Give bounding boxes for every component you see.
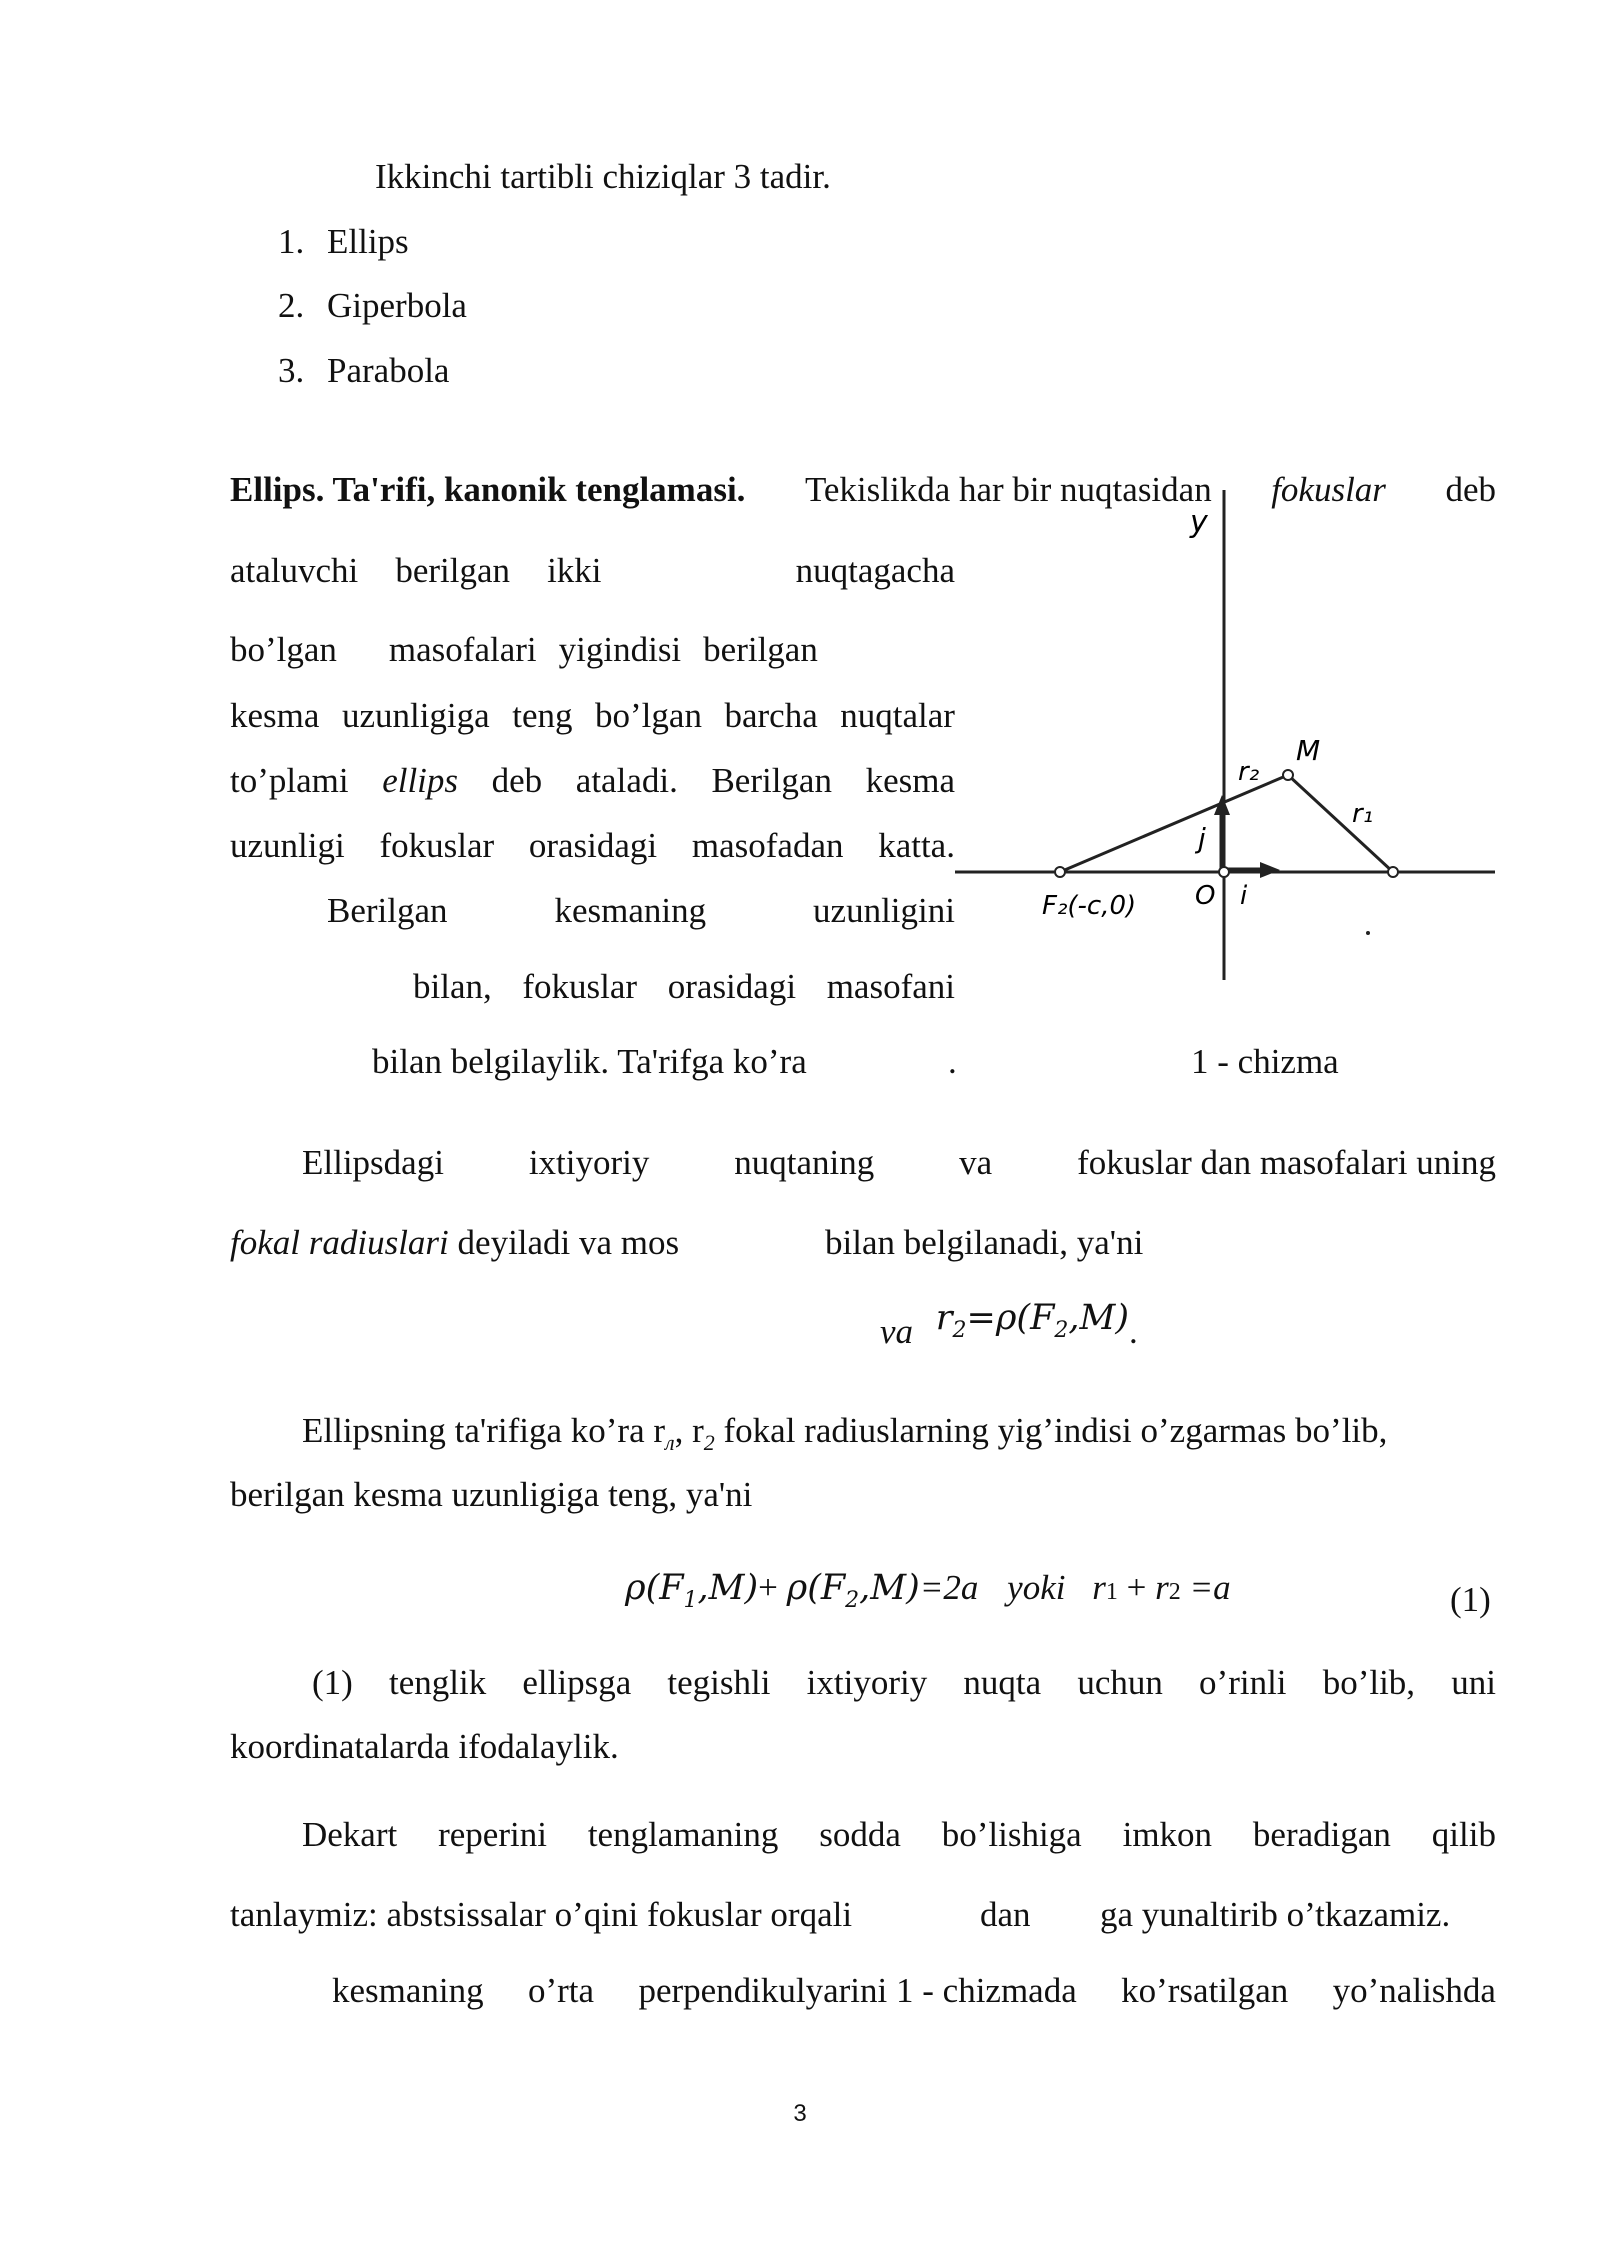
point-m-label: M [1296, 734, 1321, 767]
math-symbol: ,M) [1068, 1298, 1129, 1338]
p3-line-2: berilgan kesma uzunligiga teng, ya'ni [230, 1475, 753, 1514]
p5-line-3 [332, 1971, 1496, 2011]
word: bo’lgan [595, 696, 702, 735]
figure-caption: 1 - chizma [1191, 1042, 1339, 1081]
p1-line-4 [230, 761, 955, 801]
list-item-parabola: Parabola [327, 351, 450, 390]
word: fokuslar [379, 826, 495, 865]
i-label: i [1240, 881, 1248, 911]
formula-r2 [880, 1298, 1138, 1365]
math-symbol: r [935, 1298, 953, 1338]
word: yigindisi [558, 630, 682, 669]
word: tegishli [667, 1663, 771, 1702]
word: tenglik [388, 1663, 487, 1702]
word: o’rinli [1199, 1663, 1287, 1702]
math-subscript: 2 [845, 1588, 860, 1613]
word: (1) [312, 1663, 353, 1702]
p2-line-2c: bilan belgilanadi, ya'ni [825, 1223, 1144, 1262]
word: orasidagi [667, 967, 797, 1006]
word: masofalari [388, 630, 537, 669]
p1-line-7 [413, 967, 955, 1007]
word: to’plami [230, 761, 349, 800]
math-symbol: ρ(F [786, 1568, 846, 1608]
p1-line-6 [327, 891, 955, 931]
word: ixtiyoriy [806, 1663, 928, 1702]
word: masofani [826, 967, 955, 1006]
p1-line-2 [230, 630, 818, 670]
word: qilib [1431, 1815, 1496, 1854]
word: sodda [819, 1815, 901, 1854]
focal-radius-r1 [1288, 775, 1393, 872]
word: perpendikulyarini 1 - chizmada [638, 1971, 1077, 2010]
word: uchun [1077, 1663, 1163, 1702]
word: fokuslar dan masofalari uning [1077, 1143, 1496, 1182]
i-arrowhead [1260, 862, 1280, 878]
p1-line-8-dot: . [948, 1042, 957, 1081]
word: kesmaning [332, 1971, 484, 2010]
word: beradigan [1252, 1815, 1391, 1854]
word: kesma [230, 696, 320, 735]
word: bo’lishiga [941, 1815, 1082, 1854]
word: katta. [878, 826, 955, 865]
word: barcha [724, 696, 818, 735]
p1-line-5 [230, 826, 955, 866]
word: ataladi. [575, 761, 678, 800]
math-symbol: =2a [919, 1568, 979, 1607]
math-subscript: 1 [1105, 1579, 1118, 1605]
point-m [1283, 770, 1293, 780]
word: yo’nalishda [1332, 1971, 1496, 2010]
word: Berilgan [327, 891, 448, 930]
word: Dekart [302, 1815, 398, 1854]
r1-label: r₁ [1352, 799, 1374, 829]
p2-line-2a [230, 1223, 679, 1263]
math-symbol: ,M) [859, 1568, 920, 1608]
math-symbol: =a [1189, 1568, 1231, 1607]
focus-f2-label: F₂(-c,0) [1042, 891, 1137, 921]
heading-text: Tekislikda har bir nuqtasidan [804, 470, 1212, 509]
word: bo’lgan [230, 630, 337, 669]
word: va [959, 1143, 993, 1182]
word: ataluvchi [230, 551, 359, 590]
intro-line: Ikkinchi tartibli chiziqlar 3 tadir. [375, 157, 831, 196]
math-subscript: 1 [683, 1588, 698, 1613]
word: nuqtaning [734, 1143, 875, 1182]
word: ikki [547, 551, 602, 590]
word: nuqta [963, 1663, 1042, 1702]
p4-line-1 [312, 1663, 1496, 1703]
word: deyiladi va mos [457, 1223, 680, 1262]
list-item-ellips: Ellips [327, 222, 409, 261]
word: bilan, [413, 967, 492, 1006]
word: ellipsga [522, 1663, 632, 1702]
word: teng [512, 696, 573, 735]
p3-line-1 [302, 1411, 1387, 1463]
focal-radius-r2 [1060, 775, 1288, 872]
r2-label: r₂ [1238, 757, 1260, 787]
word: nuqtagacha [795, 551, 955, 590]
focus-f2-point [1055, 867, 1065, 877]
word: masofadan [691, 826, 844, 865]
subscript: л [665, 1430, 675, 1455]
subscript: 2 [703, 1430, 715, 1455]
list-item-giperbola: Giperbola [327, 286, 467, 325]
word: va [880, 1312, 914, 1351]
j-label: j [1198, 822, 1206, 855]
p5-line-2b: dan [980, 1895, 1031, 1934]
word: Ellipsdagi [302, 1143, 444, 1182]
origin-point [1219, 867, 1229, 877]
word: tenglamaning [587, 1815, 779, 1854]
p1-line-3 [230, 696, 955, 736]
heading-end: deb [1445, 470, 1496, 509]
math-symbol: =ρ(F [966, 1298, 1055, 1338]
ellipse-focal-figure [950, 470, 1510, 1000]
word: nuqtalar [840, 696, 955, 735]
list-number: 3. [278, 351, 305, 390]
equation-1 [625, 1568, 1231, 1621]
word: imkon [1122, 1815, 1213, 1854]
word: , r [674, 1411, 704, 1450]
word: fokuslar [522, 967, 638, 1006]
word: uni [1451, 1663, 1496, 1702]
list-number: 2. [278, 286, 305, 325]
focus-f1-point [1388, 867, 1398, 877]
p5-line-2a: tanlaymiz: abstsissalar o’qini fokuslar orqali [230, 1895, 853, 1934]
list-number: 1. [278, 222, 305, 261]
stray-dot [1366, 931, 1370, 935]
italic-term-ellips: ellips [382, 761, 459, 800]
italic-term-fokal-radiuslari: fokal radiuslari [230, 1223, 449, 1262]
word: berilgan [395, 551, 511, 590]
math-symbol: ,M) [697, 1568, 759, 1608]
y-axis-label: y [1190, 505, 1208, 540]
math-symbol: r [1092, 1568, 1106, 1607]
word: orasidagi [528, 826, 658, 865]
p1-line-1 [230, 551, 955, 591]
p5-line-2c: ga yunaltirib o’tkazamiz. [1100, 1895, 1451, 1934]
p5-line-1 [302, 1815, 1496, 1855]
word: Ellipsning ta'rifiga ko’ra r [302, 1411, 666, 1450]
word: uzunligini [813, 891, 955, 930]
word: bo’lib, [1322, 1663, 1416, 1702]
word: yoki [1007, 1568, 1066, 1607]
p4-line-2: koordinatalarda ifodalaylik. [230, 1727, 619, 1766]
p1-line-8: bilan belgilaylik. Ta'rifga ko’ra [372, 1042, 807, 1081]
word: o’rta [528, 1971, 595, 2010]
origin-label: O [1195, 881, 1216, 911]
word: ixtiyoriy [528, 1143, 650, 1182]
word: . [1129, 1312, 1138, 1351]
word: ko’rsatilgan [1121, 1971, 1289, 2010]
math-subscript: 2 [952, 1318, 967, 1343]
section-heading: Ellips. Ta'rifi, kanonik tenglamasi. [230, 470, 746, 509]
word: kesmaning [554, 891, 707, 930]
word: Berilgan [711, 761, 832, 800]
word: kesma [865, 761, 955, 800]
math-subscript: 2 [1054, 1318, 1069, 1343]
word: deb [491, 761, 543, 800]
math-symbol: ρ(F [625, 1568, 684, 1608]
math-symbol: r [1155, 1568, 1169, 1607]
word: uzunligiga [341, 696, 490, 735]
word: berilgan [703, 630, 818, 669]
equation-number: (1) [1450, 1580, 1491, 1619]
p2-line-1 [302, 1143, 1496, 1183]
page-number: 3 [793, 2100, 807, 2127]
word: uzunligi [230, 826, 345, 865]
math-symbol: + [1126, 1568, 1147, 1607]
math-symbol: + [758, 1568, 778, 1607]
math-subscript: 2 [1168, 1579, 1181, 1605]
heading-italic-term: fokuslar [1271, 470, 1386, 509]
word: reperini [438, 1815, 547, 1854]
word: fokal radiuslarning yig’indisi o’zgarmas bo’lib, [714, 1411, 1388, 1450]
